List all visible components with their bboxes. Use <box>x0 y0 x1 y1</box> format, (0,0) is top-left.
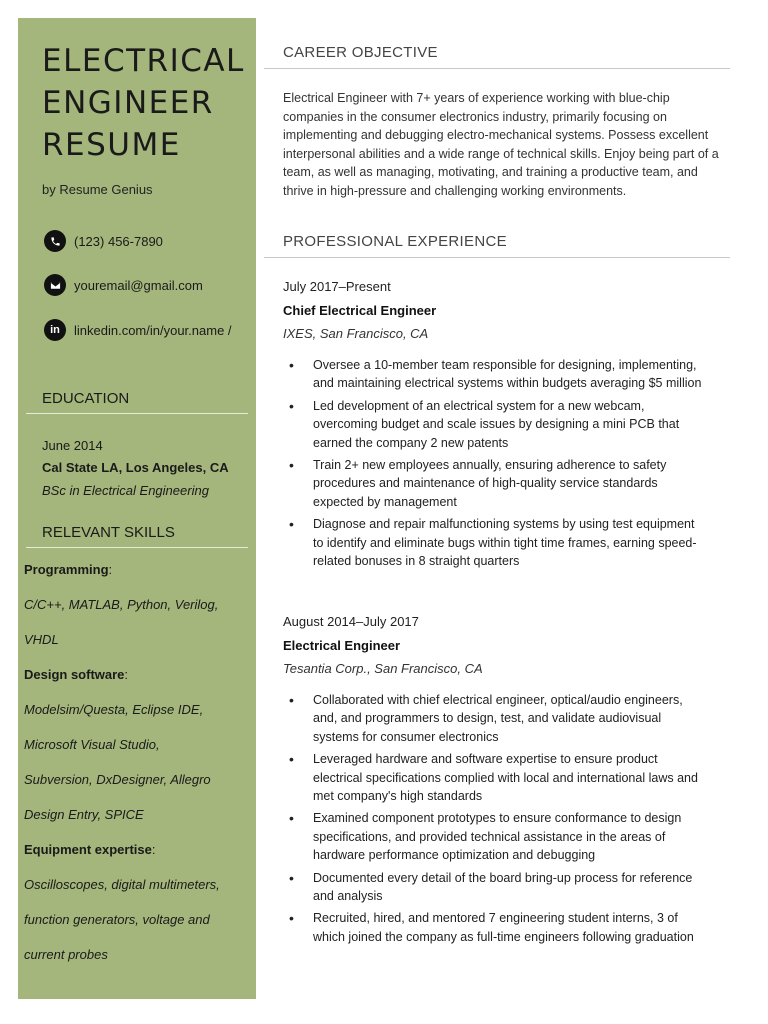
objective-text: Electrical Engineer with 7+ years of experience working with blue-chip companies in the consumer electronics industry, primarily focusing on implementing and debugging electro-mechanical systems. Possess excellent interpersonal abilities and a wide range of technical skills. Enjoy being part of a team, as well as managing, motivating, and training a productive team, and thrive in high-pressure and challenging working environments. <box>283 91 719 198</box>
title-line-3: RESUME <box>42 127 181 163</box>
phone-text: (123) 456-7890 <box>74 233 163 249</box>
job-1-bullets <box>283 356 703 574</box>
list-item: • Train 2+ new employees annually, ensuring adherence to safety procedures and maintenance of high-quality service standards expected by management <box>283 456 703 511</box>
list-item: • Led development of an electrical system for a new webcam, overcoming budget and scale issues by designing a mini PCB that earned the company 2 new patents <box>283 397 703 452</box>
email-icon <box>44 274 66 296</box>
skill-line: Subversion, DxDesigner, Allegro <box>24 772 211 787</box>
skill-line: function generators, voltage and <box>24 912 210 927</box>
job-1-title: Chief Electrical Engineer <box>283 303 437 318</box>
list-item: • Diagnose and repair malfunctioning systems by using test equipment to identify and eliminate bugs within tight time frames, earning speed-related bonuses in 8 straight quarters <box>283 515 703 570</box>
skill-line: C/C++, MATLAB, Python, Verilog, <box>24 597 219 612</box>
list-item: • Leveraged hardware and software expertise to ensure product electrical specifications complied with local and international laws and met company's high standards <box>283 750 703 805</box>
email-text: youremail@gmail.com <box>74 277 203 293</box>
list-item: • Oversee a 10-member team responsible for designing, implementing, and maintaining electrical systems within budgets averaging $5 million <box>283 356 703 393</box>
skill-line: Design Entry, SPICE <box>24 807 144 822</box>
title-line-1: ELECTRICAL <box>42 43 245 79</box>
contact-linkedin[interactable] <box>44 319 232 341</box>
objective-heading: CAREER OBJECTIVE <box>283 44 438 61</box>
skill-line: Microsoft Visual Studio, <box>24 737 160 752</box>
job-2-date: August 2014–July 2017 <box>283 614 419 629</box>
skill-group-label: Design software: <box>24 667 129 682</box>
skill-line: current probes <box>24 947 108 962</box>
skill-group-label: Programming: <box>24 562 113 577</box>
phone-icon <box>44 230 66 252</box>
title-line-2: ENGINEER <box>42 85 214 121</box>
job-1-company: IXES, San Francisco, CA <box>283 326 429 341</box>
list-item: • Recruited, hired, and mentored 7 engineering student interns, 3 of which joined the company as full-time engineers following graduation <box>283 909 703 946</box>
linkedin-text: linkedin.com/in/your.name / <box>74 322 232 338</box>
objective-divider <box>264 68 730 69</box>
list-item: • Documented every detail of the board bring-up process for reference and analysis <box>283 869 703 906</box>
skills-heading: RELEVANT SKILLS <box>42 524 175 541</box>
list-item: • Examined component prototypes to ensure conformance to design specifications, and provided technical assistance in the areas of hardware performance optimization and debugging <box>283 809 703 864</box>
list-item: • Collaborated with chief electrical engineer, optical/audio engineers, and, and programmers to design, test, and validate audiovisual systems for consumer electronics <box>283 691 703 746</box>
education-divider <box>26 413 248 414</box>
skills-divider <box>26 547 248 548</box>
job-1-date: July 2017–Present <box>283 279 391 294</box>
linkedin-icon: in <box>44 319 66 341</box>
job-2-company: Tesantia Corp., San Francisco, CA <box>283 661 483 676</box>
byline: by Resume Genius <box>42 182 153 197</box>
contact-email[interactable] <box>44 274 203 296</box>
education-heading: EDUCATION <box>42 390 130 407</box>
resume-title <box>42 40 252 166</box>
experience-heading: PROFESSIONAL EXPERIENCE <box>283 233 507 250</box>
experience-divider <box>264 257 730 258</box>
job-2-bullets <box>283 691 703 950</box>
skills-list <box>24 552 234 972</box>
contact-phone[interactable] <box>44 230 163 252</box>
skill-line: Oscilloscopes, digital multimeters, <box>24 877 220 892</box>
skill-group-label: Equipment expertise: <box>24 842 156 857</box>
skill-line: VHDL <box>24 632 59 647</box>
education-school: Cal State LA, Los Angeles, CA <box>42 460 229 475</box>
education-degree: BSc in Electrical Engineering <box>42 483 209 498</box>
education-date: June 2014 <box>42 438 103 453</box>
job-2-title: Electrical Engineer <box>283 638 401 653</box>
skill-line: Modelsim/Questa, Eclipse IDE, <box>24 702 204 717</box>
